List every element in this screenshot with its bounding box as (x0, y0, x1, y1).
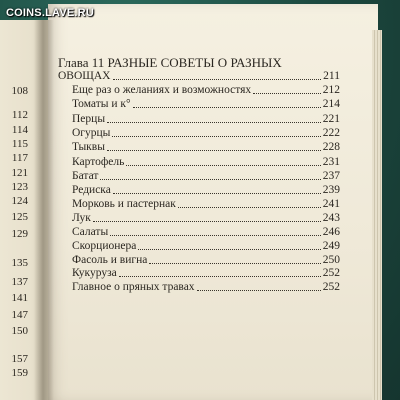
toc-entry (72, 184, 340, 197)
toc-entry-title: Картофель (72, 156, 125, 168)
dot-leader (253, 93, 321, 94)
toc-entry (72, 240, 340, 253)
toc-entry-title: Главное о пряных травах (72, 281, 195, 293)
toc-entry (72, 267, 340, 280)
dot-leader (197, 290, 321, 291)
toc-entry (72, 127, 340, 140)
toc-entry-title: Фасоль и вигна (72, 254, 148, 266)
toc-entry-title: Салаты (72, 226, 109, 238)
left-page-number: 123 (11, 181, 28, 193)
toc-entry-title: Лук (72, 212, 91, 224)
toc-entry-title: Редиска (72, 184, 111, 196)
toc-page-number: 249 (322, 240, 340, 252)
dot-leader (138, 249, 320, 250)
toc-page-number: 211 (323, 70, 340, 82)
dot-leader (107, 150, 321, 151)
toc-entry (72, 156, 340, 169)
dot-leader (178, 207, 321, 208)
dot-leader (100, 179, 320, 180)
toc-page-number: 212 (322, 84, 340, 96)
toc-entry (72, 141, 340, 154)
toc-page-number: 214 (322, 98, 340, 110)
dot-leader (133, 107, 321, 108)
toc-entry-title: Скорционера (72, 240, 137, 252)
toc-page-number: 252 (322, 281, 340, 293)
left-page-number: 141 (11, 292, 28, 304)
toc-entry (58, 70, 340, 83)
toc-entry (72, 281, 340, 294)
toc-entry-title: Огурцы (72, 127, 111, 139)
toc-entry-title: Тыквы (72, 141, 105, 153)
dot-leader (110, 235, 321, 236)
chapter-heading: Глава 11 РАЗНЫЕ СОВЕТЫ О РАЗНЫХ (58, 55, 282, 70)
left-page-number: 124 (11, 195, 28, 207)
toc-entry-title: Морковь и пастернак (72, 198, 176, 210)
left-page-number: 108 (11, 85, 28, 97)
book-gutter (34, 20, 54, 400)
left-page-number: 159 (11, 367, 28, 379)
dot-leader (119, 276, 321, 277)
left-page-number: 115 (11, 138, 28, 150)
dot-leader (113, 193, 321, 194)
dot-leader (126, 165, 320, 166)
left-page-number: 125 (11, 211, 28, 223)
toc-entry (72, 170, 340, 183)
toc-page-number: 237 (322, 170, 340, 182)
toc-page-number: 231 (322, 156, 340, 168)
toc-entry-title: Батат (72, 170, 99, 182)
toc-page-number: 246 (322, 226, 340, 238)
toc-entry (72, 254, 340, 267)
page-edges (372, 30, 382, 400)
toc-entry-title: Томаты и к° (72, 98, 131, 110)
left-page-number: 147 (11, 309, 28, 321)
left-page-number: 135 (11, 257, 28, 269)
toc-entry (72, 212, 340, 225)
dot-leader (112, 136, 320, 137)
toc-entry (72, 98, 340, 111)
toc-entry (72, 84, 340, 97)
toc-entry-title: Еще раз о желаниях и возможностях (72, 84, 252, 96)
watermark-text: COINS.LAVE.RU (6, 7, 94, 19)
left-page-number: 157 (11, 353, 28, 365)
toc-page-number: 221 (322, 113, 340, 125)
toc-page-number: 228 (322, 141, 340, 153)
toc-page-number: 243 (322, 212, 340, 224)
left-page-number: 137 (11, 276, 28, 288)
dot-leader (113, 79, 322, 80)
toc-page-number: 241 (322, 198, 340, 210)
dot-leader (93, 221, 321, 222)
toc-entry-title: Кукуруза (72, 267, 117, 279)
toc-page-number: 252 (322, 267, 340, 279)
chapter-heading-continued: ОВОЩАХ (58, 70, 111, 82)
left-page-number: 129 (11, 228, 28, 240)
left-page-number: 114 (11, 124, 28, 136)
dot-leader (149, 263, 320, 264)
toc-entry (72, 113, 340, 126)
toc-page-number: 239 (322, 184, 340, 196)
left-page-number: 117 (11, 152, 28, 164)
toc-entry-title: Перцы (72, 113, 106, 125)
left-page-number: 112 (11, 109, 28, 121)
toc-page-number: 250 (322, 254, 340, 266)
toc-page-number: 222 (322, 127, 340, 139)
left-page-number: 150 (11, 325, 28, 337)
toc-entry (72, 226, 340, 239)
left-page-number: 121 (11, 167, 28, 179)
dot-leader (107, 122, 321, 123)
toc-entry (72, 198, 340, 211)
